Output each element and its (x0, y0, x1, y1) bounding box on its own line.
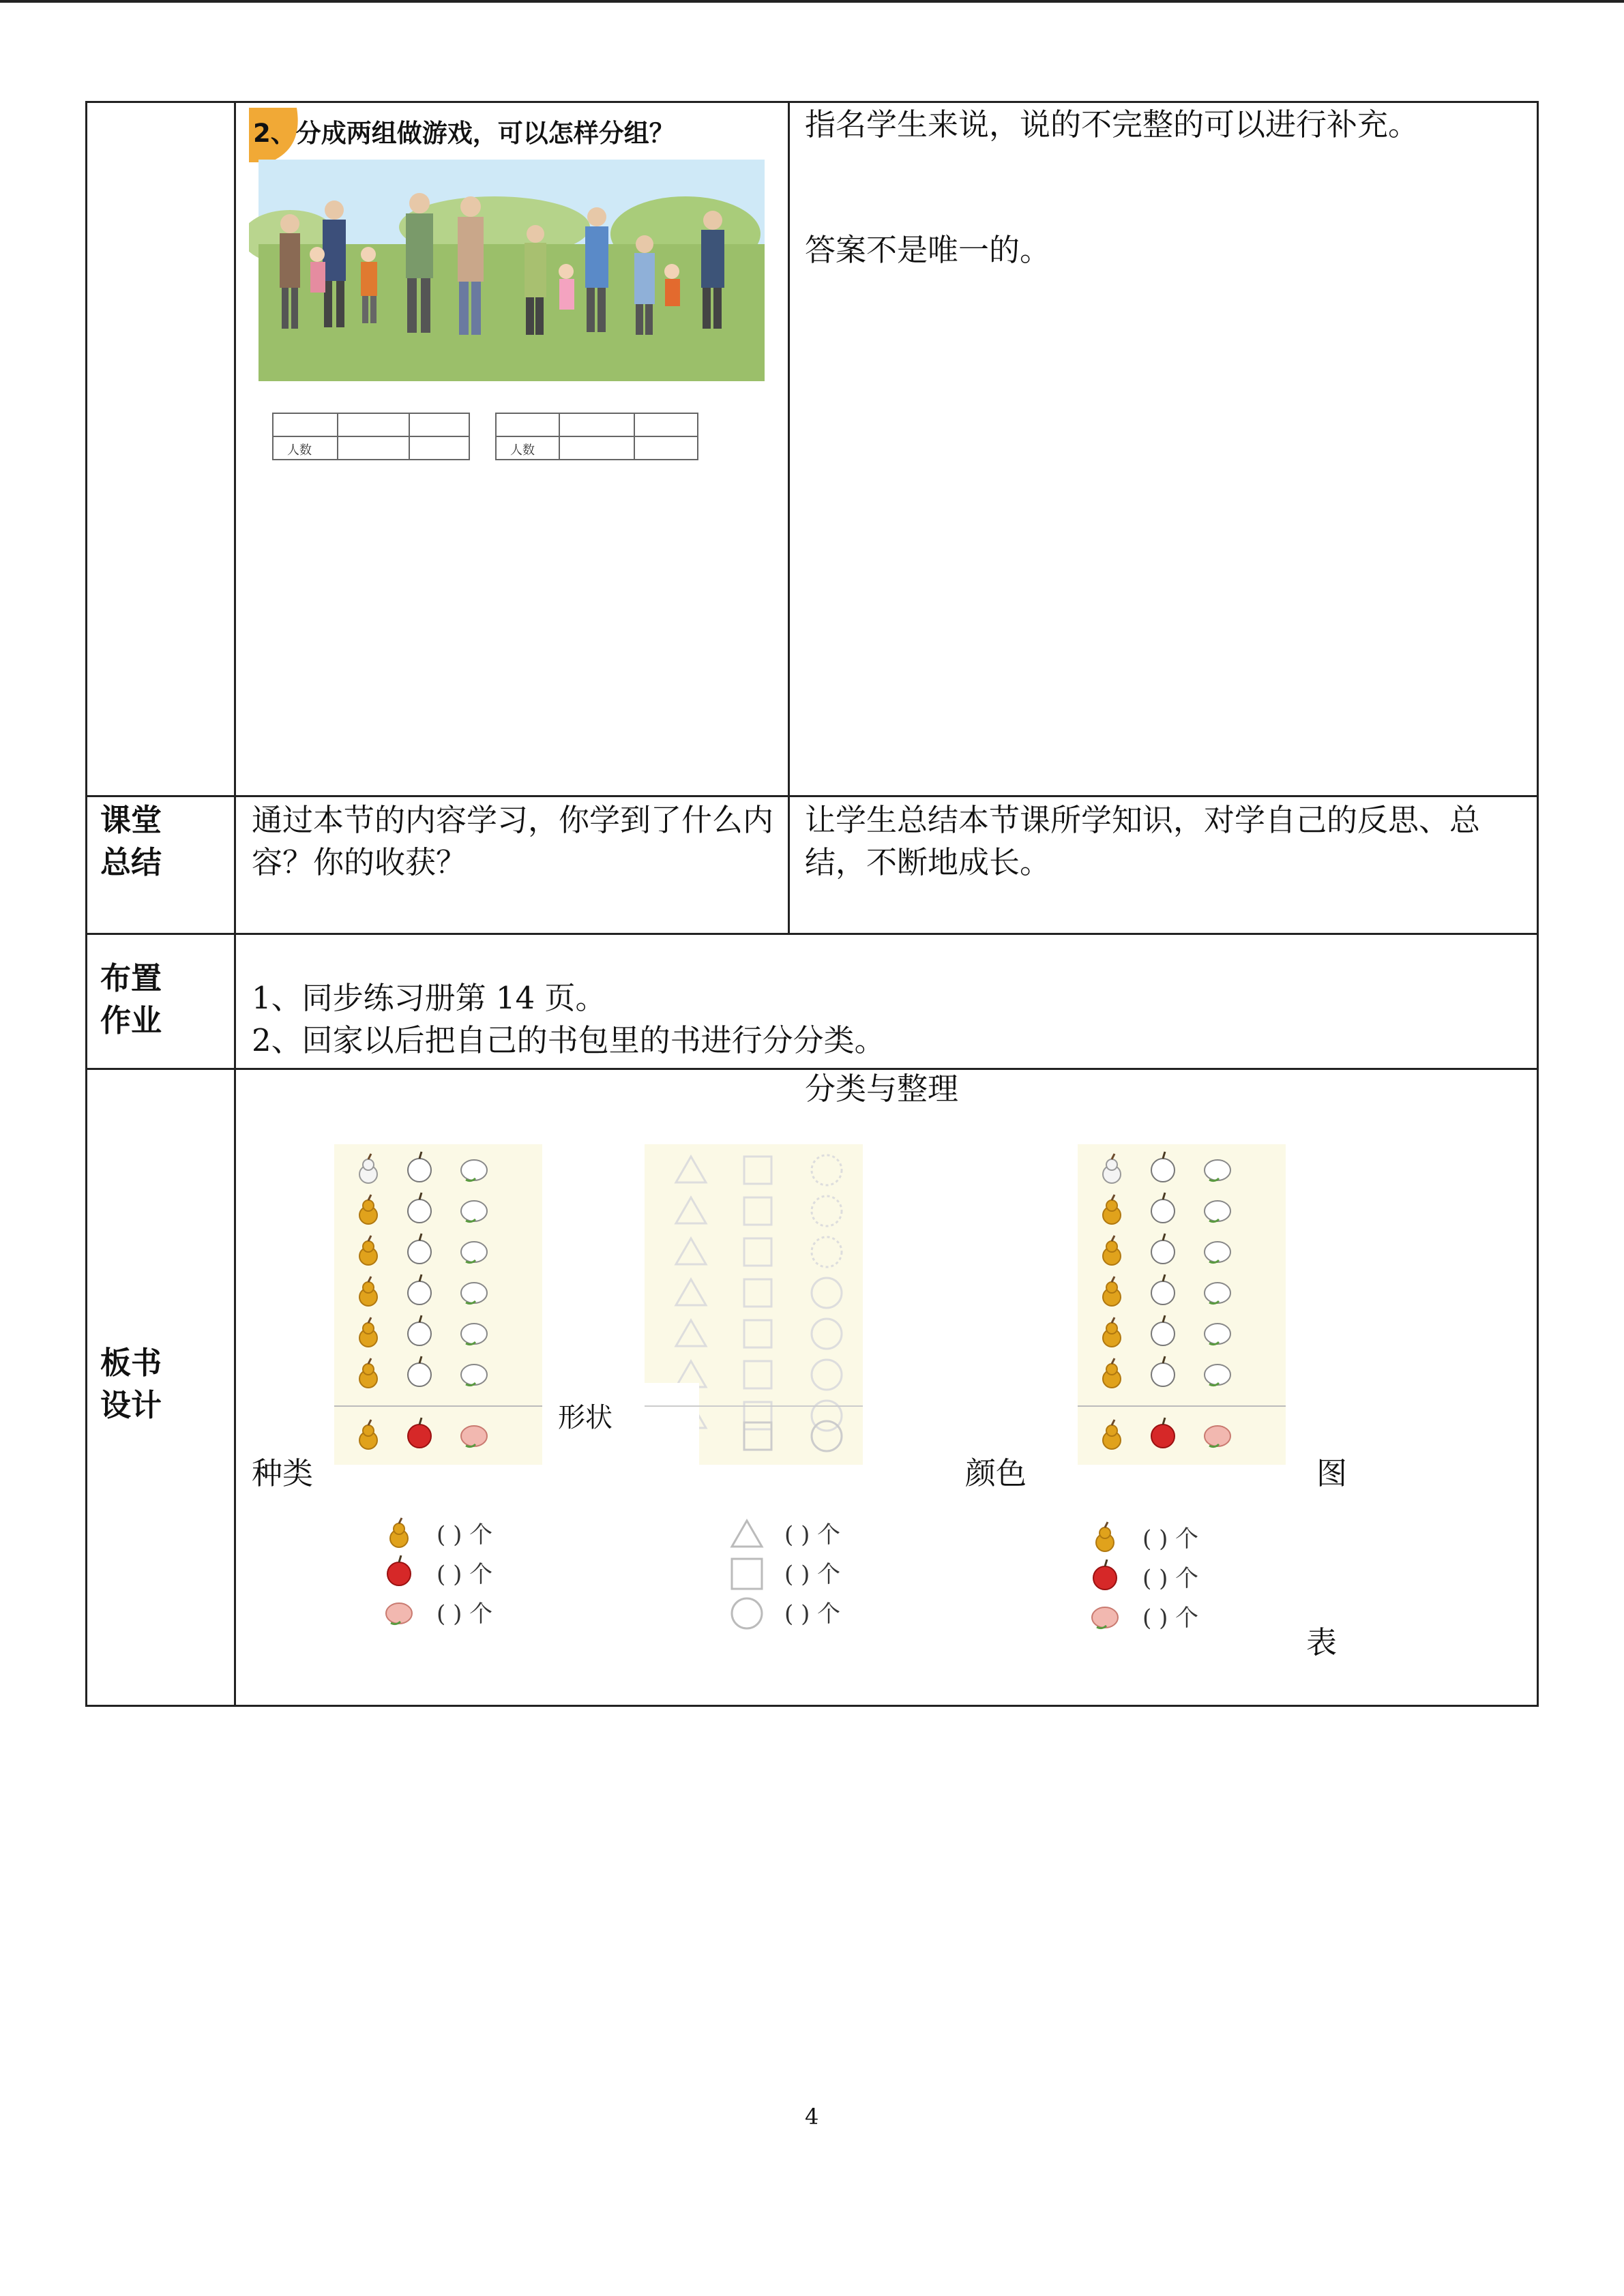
teacher-note-1: 指名学生来说，说的不完整的可以进行补充。 (805, 106, 1419, 143)
apple-icon (408, 1322, 431, 1345)
apple-icon (408, 1363, 431, 1386)
count-blank-text: ( ) 个 (1142, 1565, 1199, 1592)
peach-icon (461, 1324, 487, 1344)
apple-icon (1151, 1199, 1175, 1223)
page-top-border (0, 0, 1624, 3)
teacher-note-2: 答案不是唯一的。 (805, 232, 1051, 268)
square-icon (732, 1559, 762, 1589)
apple-icon (1151, 1322, 1175, 1345)
homework-heading-line2: 作业 (100, 1002, 162, 1039)
peach-icon (1205, 1160, 1230, 1180)
apple-icon (1093, 1566, 1117, 1590)
triangle-icon (732, 1521, 762, 1547)
count-blank-text: ( ) 个 (437, 1600, 493, 1628)
count-blank-text: ( ) 个 (784, 1521, 841, 1549)
apple-icon (1151, 1363, 1175, 1386)
headcount-label-1: 人数 (287, 443, 312, 458)
count-blank-text: ( ) 个 (1142, 1605, 1199, 1632)
peach-icon (1205, 1283, 1230, 1303)
peach-icon (461, 1160, 487, 1180)
board-heading-line2: 设计 (100, 1387, 162, 1423)
shape-chart-mask (645, 1383, 699, 1465)
board-label-shape: 形状 (558, 1402, 612, 1433)
peach-icon (1205, 1426, 1230, 1446)
peach-icon (1205, 1324, 1230, 1344)
apple-icon (387, 1562, 411, 1585)
peach-icon (386, 1603, 412, 1624)
peach-icon (461, 1242, 487, 1262)
page-number: 4 (805, 2104, 819, 2130)
board-heading-line1: 板书 (100, 1345, 162, 1381)
peach-icon (461, 1365, 487, 1385)
homework-item-1: 1、同步练习册第 14 页。 (252, 980, 606, 1016)
count-blank-text: ( ) 个 (437, 1561, 493, 1588)
homework-item-2: 2、回家以后把自己的书包里的书进行分分类。 (252, 1022, 885, 1058)
board-diagrams (85, 101, 1539, 1707)
apple-icon (408, 1281, 431, 1304)
board-label-color: 颜色 (965, 1455, 1027, 1491)
circle-icon (732, 1598, 762, 1628)
apple-icon (1151, 1281, 1175, 1304)
activity-question: 2、分成两组做游戏，可以怎样分组？ (253, 119, 675, 148)
apple-icon (408, 1425, 431, 1448)
peach-icon (461, 1283, 487, 1303)
peach-icon (461, 1201, 487, 1221)
count-blank-text: ( ) 个 (1142, 1525, 1199, 1553)
headcount-label-2: 人数 (510, 443, 535, 458)
apple-icon (1151, 1425, 1175, 1448)
summary-content: 通过本节的内容学习，你学到了什么内容？你的收获？ (252, 802, 774, 880)
apple-icon (408, 1199, 431, 1223)
summary-heading-line2: 总结 (100, 844, 162, 880)
apple-icon (1151, 1240, 1175, 1264)
count-blank-text: ( ) 个 (437, 1521, 493, 1549)
board-label-table: 表 (1306, 1624, 1338, 1660)
homework-heading-line1: 布置 (100, 960, 162, 996)
board-label-kind: 种类 (252, 1455, 314, 1491)
peach-icon (1205, 1242, 1230, 1262)
peach-icon (461, 1426, 487, 1446)
apple-icon (408, 1240, 431, 1264)
apple-icon (1151, 1159, 1175, 1182)
peach-icon (1205, 1201, 1230, 1221)
apple-icon (408, 1159, 431, 1182)
summary-intent: 让学生总结本节课所学知识，对学自己的反思、总结，不断地成长。 (805, 802, 1481, 880)
lesson-plan-table (85, 101, 1539, 1707)
board-label-chart: 图 (1316, 1455, 1348, 1491)
count-blank-text: ( ) 个 (784, 1600, 841, 1628)
board-title: 分类与整理 (805, 1071, 959, 1107)
peach-icon (1092, 1607, 1118, 1628)
peach-icon (1205, 1365, 1230, 1385)
count-blank-text: ( ) 个 (784, 1561, 841, 1588)
summary-heading-line1: 课堂 (100, 802, 162, 838)
